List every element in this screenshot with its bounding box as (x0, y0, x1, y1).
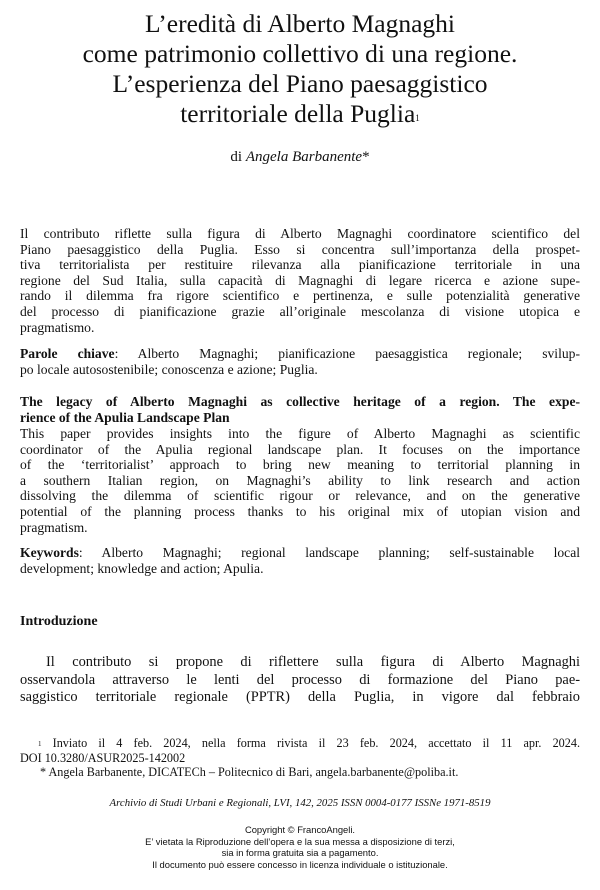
copyright-line: sia in forma gratuita sia a pagamento. (221, 847, 379, 859)
abstract-it-line: Il contributo riflette sulla figura di Alberto Magnaghi coordinatore scientifico del (20, 226, 580, 241)
abstract-it-line: Piano paesaggistico della Puglia. Esso si concentra sull’importanza della prospet- (20, 241, 580, 257)
abstract-en-line: This paper provides insights into the figure of Alberto Magnaghi as scientific (20, 426, 580, 441)
author-name: Angela Barbanente (245, 149, 363, 165)
abstract-italian (20, 226, 580, 335)
title-footnote-marker: 1 (415, 113, 420, 123)
title-line-2: come patrimonio collettivo di una regione. (82, 39, 518, 68)
title-line-1: L’eredità di Alberto Magnaghi (145, 9, 455, 38)
intro-line: saggistico territoriale regionale (PPTR) della Puglia, in vigore dal febbraio (20, 689, 580, 706)
footnotes (20, 736, 580, 780)
abstract-it-line: tiva territorialista per restituire rilevanza alla pianificazione territoriale in una (20, 257, 580, 273)
english-title (20, 394, 580, 425)
title-line-4-text: territoriale della Puglia (180, 99, 416, 128)
footnote-1-marker: 1 (38, 740, 42, 748)
keywords-italian (20, 346, 580, 377)
english-title-line-1: The legacy of Alberto Magnaghi as collective heritage of a region. The expe- (20, 394, 580, 409)
keywords-en-line-2: development; knowledge and action; Apulia. (20, 560, 264, 576)
english-title-line-2: rience of the Apulia Landscape Plan (20, 409, 230, 425)
keywords-it-label: Parole chiave (20, 346, 115, 361)
copyright-line: Il documento può essere concesso in licenza individuale o istituzionale. (152, 858, 448, 870)
abstract-en-line: pragmatism. (20, 519, 88, 535)
author-prefix: di (230, 149, 243, 165)
footnote-author: * Angela Barbanente, DICATECh – Politecnico di Bari, angela.barbanente@poliba.it. (40, 765, 459, 779)
footnote-1-line-1 (20, 736, 580, 751)
abstract-en-line: coordinator of the Apulia regional landscape plan. It focuses on the importance (20, 441, 580, 457)
abstract-english (20, 426, 580, 535)
keywords-it-text-1: : Alberto Magnaghi; pianificazione paesaggistica regionale; svilup- (114, 346, 580, 361)
abstract-en-line: a southern Italian region, on Magnaghi’s ability to link research and action (20, 472, 580, 488)
keywords-en-line-1 (20, 545, 580, 561)
keywords-english (20, 545, 580, 576)
title-line-3: L’esperienza del Piano paesaggistico (112, 69, 488, 98)
author-byline (20, 148, 580, 166)
journal-citation: Archivio di Studi Urbani e Regionali, LVI, 142, 2025 ISSN 0004-0177 ISSNe 1971-8519 (109, 797, 491, 809)
keywords-en-text-1: : Alberto Magnaghi; regional landscape planning; self-sustainable local (78, 545, 580, 560)
keywords-en-label: Keywords (20, 545, 79, 560)
keywords-it-line-1 (20, 346, 580, 362)
abstract-en-line: dissolving the dilemma of scientific rigour or relevance, and on the generative (20, 488, 580, 504)
intro-paragraph (20, 654, 580, 707)
abstract-en-line: potential of the planning process thanks to his original mix of utopian vision and (20, 503, 580, 519)
author-marker: * (362, 149, 370, 165)
footnote-1-doi: DOI 10.3280/ASUR2025-142002 (20, 750, 186, 765)
copyright-line: E’ vietata la Riproduzione dell’opera e la sua messa a disposizione di terzi, (145, 835, 455, 847)
article-title (20, 9, 580, 129)
intro-line: osservandola attraverso le lenti del processo di formazione del Piano pae- (20, 671, 580, 688)
abstract-it-line: regione del Sud Italia, sulla capacità di Magnaghi di legare ricerca e azione supe- (20, 272, 580, 288)
copyright-line: Copyright © FrancoAngeli. (244, 824, 356, 835)
intro-line: Il contributo si propone di riflettere sulla figura di Alberto Magnaghi (46, 654, 580, 670)
footnote-1-text: Inviato il 4 feb. 2024, nella forma rivista il 23 feb. 2024, accettato il 11 apr. 2024. (41, 736, 580, 750)
abstract-it-line: rando il dilemma fra rigore scientifico e pertinenza, e sulle potenzialità generative (20, 288, 580, 304)
section-heading: Introduzione (20, 614, 98, 629)
abstract-it-line: pragmatismo. (20, 319, 95, 335)
keywords-it-line-2: po locale autosostenibile; conoscenza e azione; Puglia. (20, 361, 318, 377)
abstract-it-line: del processo di pianificazione grazie all’originale mescolanza di visione utopica e (20, 303, 580, 319)
abstract-en-line: of the ‘territorialist’ approach to bring new meaning to territorial planning in (20, 457, 580, 473)
copyright-notice (20, 824, 580, 870)
title-line-4 (20, 99, 580, 129)
